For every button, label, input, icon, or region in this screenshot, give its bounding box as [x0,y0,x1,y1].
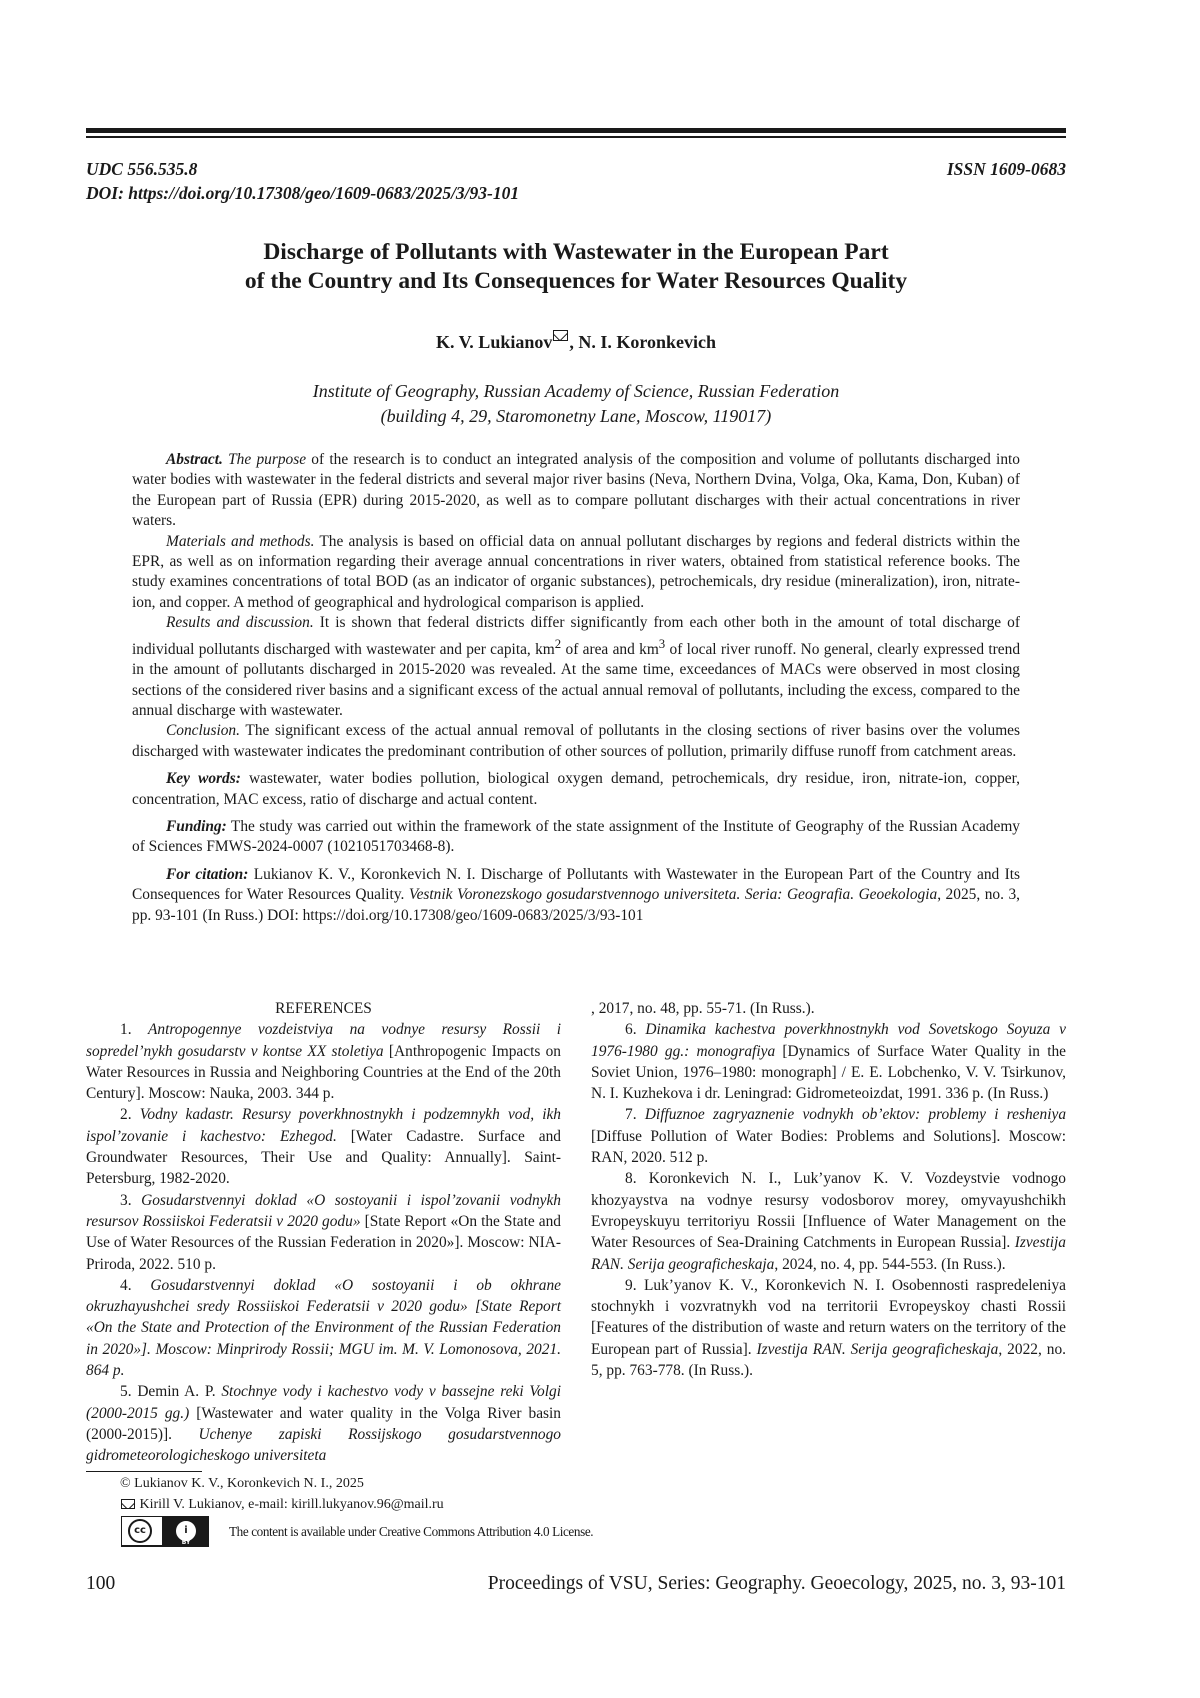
ref-9-text: 9. Luk’yanov K. V., Koronkevich N. I. Osobennosti raspredeleniya stochnykh i vozvratnykh vod na territorii Evropeyskoy chasti Rossii [Features of the distribution of waste and return waters on the territory of the European part of Russia]. [591,1276,1066,1358]
attribution-person-icon: i [174,1519,198,1543]
envelope-icon [553,330,568,341]
ref-8-tail: , 2024, no. 4, pp. 544-553. (In Russ.). [774,1255,1006,1273]
abstract-results [132,613,1020,721]
ref-3-number: 3. [120,1191,142,1209]
reference-7 [591,1104,1066,1168]
ref-9-tail: , 2022, no. 5, pp. 763-778. (In Russ.). [591,1340,1066,1380]
author-koronkevich: , N. I. Koronkevich [569,332,717,352]
results-text-1: It is shown that federal districts differ significantly from each other both in the amount of total discharge of individual pollutants discharged with wastewater and per capita, km [132,614,1020,658]
results-label: Results and discussion. [166,614,314,632]
conclusion-label: Conclusion. [166,722,240,740]
funding-text: The study was carried out within the framework of the state assignment of the Institute of Geography of the Russian Academy of Sciences FMWS-2024-0007 (1021051703468-8). [132,818,1020,856]
funding [132,817,1020,858]
ref-4-title: Gosudarstvennyi doklad «O sostoyanii i ob okhrane okruzhayushchei sredy Rossiiskoi Federatsii v 2020 godu» [State Report «On the State and Protection of the Environment of the Russian Federation in 2020»]. Moscow: Minprirody Rossii; MGU im. M. V. Lomonosova, 2021. 864 p. [86,1276,561,1380]
header-rule-thick [86,128,1066,133]
conclusion-text: The significant excess of the actual annual removal of pollutants in the closing sections of river basins over the volumes discharged with wastewater indicates the predominant contribution of other sources of pollution, primarily diffuse runoff from catchment areas. [132,722,1020,760]
ref-7-number: 7. [625,1106,645,1124]
cc-icon: cc [128,1519,152,1543]
authors [86,330,1066,353]
abstract-conclusion [132,721,1020,762]
purpose-text: of the research is to conduct an integrated analysis of the composition and volume of pollutants discharged into water bodies with wastewater in the federal districts and several major river basins (Neva, Northern Dvina, Volga, Oka, Kama, Don, Kuban) of the European part of Russia (EPR) during 2015-2020, as well as to compare pollutant discharges with their actual concentrations in river waters. [132,451,1020,530]
citation-text: Lukianov K. V., Koronkevich N. I. Discharge of Pollutants with Wastewater in the European Part of the Country and Its Consequences for Water Resources Quality. [132,865,1021,904]
ref-5-details: [Wastewater and water quality in the Volga River basin (2000-2015)]. [86,1404,561,1443]
ref-7-details: [Diffuse Pollution of Water Bodies: Problems and Solutions]. Moscow: RAN, 2020. 512 p. [591,1127,1066,1167]
references-heading: REFERENCES [275,1000,372,1017]
ref-6-title: Dinamika kachestva poverkhnostnykh vod Sovetskogo Soyuza v 1976-1980 gg.: monografiya [591,1021,1066,1060]
ref-2-number: 2. [120,1106,140,1124]
envelope-icon [121,1499,135,1509]
title-line-1: Discharge of Pollutants with Wastewater in the European Part [263,239,889,265]
reference-6 [591,1019,1066,1104]
reference-5-continued [591,998,1066,1019]
contact-note [120,1496,444,1514]
title-line-2: of the Country and Its Consequences for Water Resources Quality [244,268,908,294]
affiliation-line-2: (building 4, 29, Staromonetny Lane, Moscow, 119017) [380,406,772,426]
ref-2-details: [Water Cadastre. Surface and Groundwater Resources, Their Use and Quality: Annually]. Saint-Petersburg, 1982-2020. [86,1127,561,1188]
ref-1-number: 1. [120,1021,148,1039]
keywords-label: Key words: [166,770,241,788]
citation-tail: , 2025, no. 3, pp. 93-101 (In Russ.) DOI: https://doi.org/10.17308/geo/1609-0683/2025/3/93-101 [132,886,1020,924]
udc-code: UDC 556.535.8 [86,159,198,179]
reference-9 [591,1275,1066,1381]
abstract-label: Abstract. [166,451,223,468]
reference-8 [591,1168,1066,1274]
article-meta [86,157,1066,205]
doi-link[interactable]: DOI: https://doi.org/10.17308/geo/1609-0683/2025/3/93-101 [86,183,520,203]
references-column-right [591,998,1066,1381]
ref-5-number: 5. Demin A. P. [120,1383,222,1401]
reference-5 [86,1381,561,1466]
ref-1-title: Antropogennye vozdeistviya na vodnye resursy Rossii i sopredel’nykh gosudarstv v kontse XX stoletiya [86,1021,561,1060]
license-note: The content is available under Creative Commons Attribution 4.0 License. [229,1524,594,1539]
cc-by-license-badge[interactable] [121,1516,209,1547]
ref-2-title: Vodny kadastr. Resursy poverkhnostnykh i podzemnykh vod, ikh ispol’zovanie i kachestvo: Ezhegod. [86,1106,562,1145]
ref-9-journal: Izvestija RAN. Serija geograficheskaja [756,1340,999,1358]
results-sup-1: 2 [554,636,562,651]
citation-journal: Vestnik Voronezskogo gosudarstvennogo universiteta. Seria: Geografia. Geoekologia [408,886,938,904]
results-text-3: of local river runoff. No general, clearly expressed trend in the amount of pollutants discharged in 2015-2020 was revealed. At the same time, exceedances of MACs were observed in most closing sections of the considered river basins and a significant excess of the actual annual removal of pollutants, including the excess, compared to the annual discharge with wastewater. [132,640,1021,719]
contact-email[interactable]: Kirill V. Lukianov, e-mail: kirill.lukyanov.96@mail.ru [136,1497,444,1512]
materials-text: The analysis is based on official data on annual pollutant discharges by regions and federal districts within the EPR, as well as on information regarding their average annual concentrations in river waters, obtained from statistical reference books. The study examines concentrations of total BOD (as an indicator of organic substances), petrochemicals, dry residue (mineralization), iron, nitrate-ion, and copper. A method of geographical and hydrological comparison is applied. [132,532,1020,611]
ref-1-details: [Anthropogenic Impacts on Water Resources in Russia and Neighboring Countries at the End of the 20th Century]. Moscow: Nauka, 2003. 344 p. [86,1042,561,1103]
footnote-rule [86,1471,202,1472]
citation-label: For citation: [166,865,249,883]
cc-by-label: BY [181,1539,191,1546]
affiliation [86,379,1066,429]
ref-8-journal: Izvestija RAN. Serija geograficheskaja [591,1234,1066,1273]
page-number: 100 [86,1573,116,1594]
reference-3 [86,1190,561,1275]
citation [132,865,1020,926]
results-sup-2: 3 [658,636,666,651]
purpose-label: The purpose [228,451,307,468]
reference-4 [86,1275,561,1381]
ref-5-journal: Uchenye zapiski Rossijskogo gosudarstvennogo gidrometeorologicheskogo universiteta [86,1425,561,1465]
article-title [86,238,1066,296]
journal-citation: Proceedings of VSU, Series: Geography. Geoecology, 2025, no. 3, 93-101 [487,1573,1066,1594]
reference-2 [86,1104,561,1189]
ref-8-text: 8. Koronkevich N. I., Luk’yanov K. V. Vozdeystvie vodnogo khozyaystva na vodnye resursy vodosborov morey, omyvayushchikh Evropeyskuyu territoriyu Rossii [Influence of Water Management on the Water Resources of Sea-Draining Catchments in European Russia]. [591,1170,1066,1252]
ref-7-title: Diffuznoe zagryaznenie vodnykh ob’ektov: problemy i resheniya [644,1106,1067,1124]
keywords-text: wastewater, water bodies pollution, biological oxygen demand, petrochemicals, dry residue, iron, nitrate-ion, copper, concentration, MAC excess, ratio of discharge and actual content. [132,770,1020,808]
ref-3-details: [State Report «On the State and Use of Water Resources of the Russian Federation in 2020»]. Moscow: NIA-Priroda, 2022. 510 p. [86,1212,561,1273]
keywords [132,769,1020,810]
materials-label: Materials and methods. [166,532,315,550]
author-lukianov: K. V. Lukianov [435,332,553,352]
ref-6-number: 6. [625,1021,646,1039]
copyright-note: © Lukianov K. V., Koronkevich N. I., 2025 [120,1476,364,1491]
issn: ISSN 1609-0683 [946,159,1066,179]
abstract-purpose [132,450,1020,532]
funding-label: Funding: [166,818,227,836]
results-text-2: of area and km [561,640,659,658]
references-column-left [86,998,561,1467]
reference-1 [86,1019,561,1104]
affiliation-line-1: Institute of Geography, Russian Academy of Science, Russian Federation [312,381,840,401]
abstract-block [132,450,1020,926]
ref-5-title: Stochnye vody i kachestvo vody v bassejne reki Volgi (2000-2015 gg.) [86,1383,562,1422]
header-rule-thin [86,136,1066,138]
ref-5-tail: , 2017, no. 48, pp. 55-71. (In Russ.). [591,1000,815,1017]
ref-4-number: 4. [120,1276,151,1294]
abstract-materials [132,532,1020,614]
ref-6-details: [Dynamics of Surface Water Quality in the Soviet Union, 1976–1980: monograph] / E. E. Lobchenko, V. V. Tsirkunov, N. I. Kuzhekova i dr. Leningrad: Gidrometeoizdat, 1991. 336 p. (In Russ.) [591,1042,1066,1103]
ref-3-title: Gosudarstvennyi doklad «O sostoyanii i ispol’zovanii vodnykh resursov Rossiiskoi Federatsii v 2020 godu» [86,1191,561,1230]
